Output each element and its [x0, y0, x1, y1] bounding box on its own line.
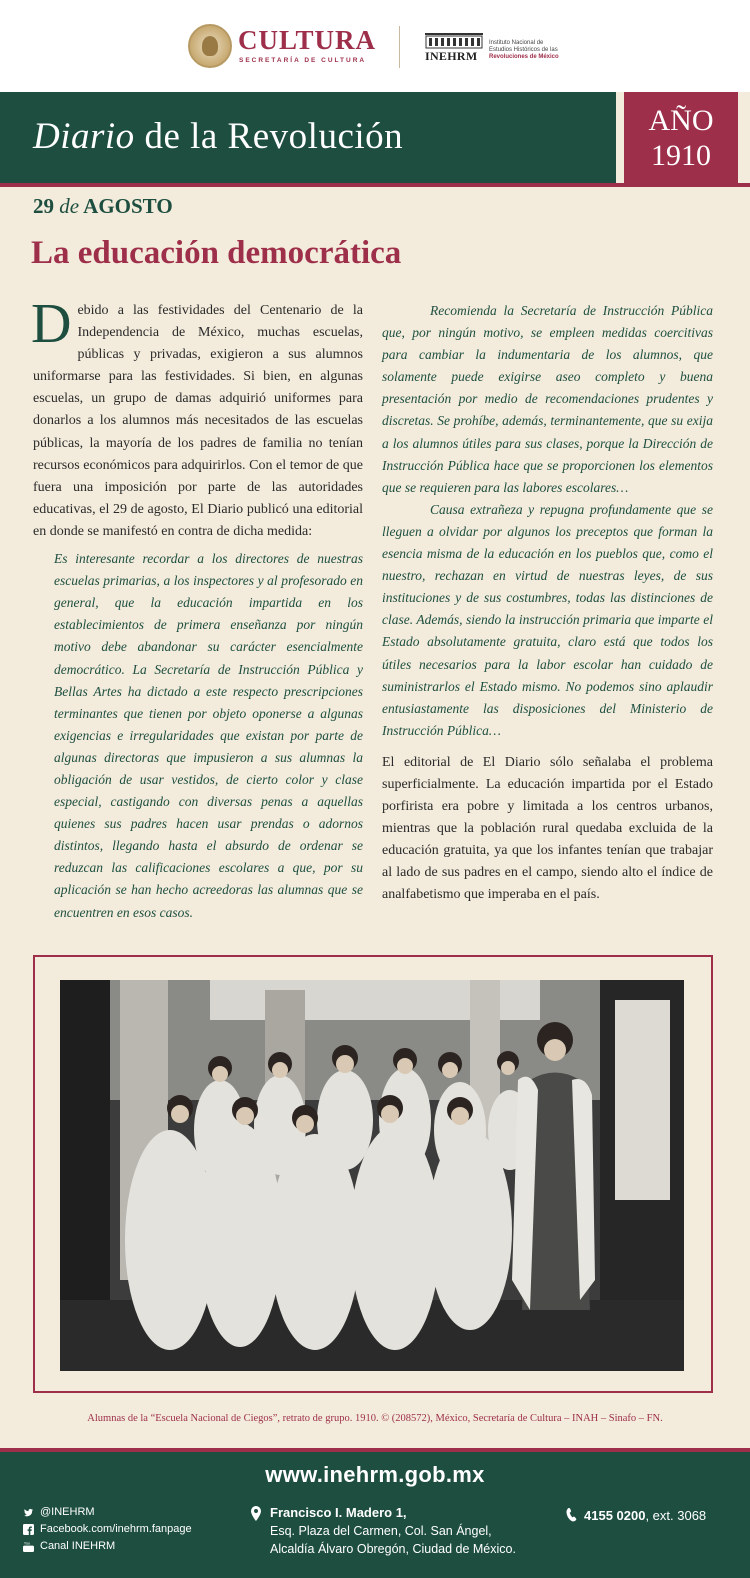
twitter-icon [23, 1507, 34, 1518]
location-pin-icon [250, 1506, 262, 1521]
article-left-column [31, 293, 363, 924]
inehrm-building-icon [425, 33, 483, 49]
twitter-link[interactable] [23, 1504, 192, 1521]
intro-paragraph [31, 293, 363, 543]
youtube-channel: Canal INEHRM [40, 1540, 116, 1552]
address-line-3: Alcaldía Álvaro Obregón, Ciudad de México. [270, 1542, 516, 1556]
date-month: AGOSTO [83, 194, 173, 218]
photo-caption: Alumnas de la “Escuela Nacional de Ciegos”, retrato de grupo. 1910. © (208572), México, Secretaría de Cultura – INAH – Sinafo – FN. [87, 1413, 663, 1424]
date-de: de [59, 194, 80, 218]
quote-paragraph-2: Recomienda la Secretaría de Instrucción Pública que, por ningún motivo, se empleen medidas coercitivas para cambiar la indumentaria de los alumnos, que solamente puede exigirse aseo completo y buena presentación por medio de recomendaciones prudentes y discretas. Se prohíbe, además, terminantemente, que su exija a los alumnos útiles para sus clases, porque la Dirección de Instrucción Pública hace que se proporcionen los elementos que se requieren para las labores escolares… [382, 303, 713, 495]
top-header [0, 0, 750, 92]
facebook-link[interactable] [23, 1521, 192, 1538]
phone-number: 4155 0200 [584, 1508, 646, 1523]
intro-text: ebido a las festividades del Centenario de la Independencia de México, muchas escuelas, públicas y privadas, exigieron a sus alumnos uniformarse para las festividades. Si bien, en algunas escuelas, un grupo de damas adquirió uniformes para donarlos a los alumnos más necesitados de las escuelas públicas, la mayoría de los padres de familia no tenían recursos económicos para adquirirlos. Con el temor de que fuera una imposición por parte de las autoridades educativas, el 29 de agosto, El Diario publicó una editorial en donde se manifestó en contra de dicha medida: [33, 303, 363, 539]
year-label: AÑO [648, 104, 714, 137]
date-day: 29 [33, 194, 54, 218]
article-date [33, 194, 173, 219]
article-right-column [382, 300, 713, 907]
article-headline: La educación democrática [31, 235, 402, 271]
address-block [250, 1504, 516, 1558]
youtube-icon [23, 1541, 34, 1552]
year-box [621, 92, 741, 184]
phone-icon [566, 1508, 578, 1522]
youtube-link[interactable] [23, 1538, 192, 1555]
band-underline [0, 183, 750, 187]
facebook-icon [23, 1524, 34, 1535]
inehrm-logo-text: INEHRM [425, 49, 478, 63]
diario-title-rest: de la Revolución [134, 116, 404, 157]
footer [0, 1452, 750, 1578]
facebook-url: Facebook.com/inehrm.fanpage [40, 1523, 192, 1535]
inehrm-full-name [489, 40, 571, 61]
phone-block [566, 1508, 706, 1523]
diario-title-italic: Diario [33, 116, 135, 157]
header-divider [399, 26, 400, 68]
social-links [23, 1504, 192, 1555]
website-link[interactable]: www.inehrm.gob.mx [265, 1462, 485, 1487]
closing-paragraph: El editorial de El Diario sólo señalaba el problema superficialmente. La educación impartida por el Estado porfirista era pobre y limitada a los centros urbanos, mientras que la población rural quedaba excluida de la educación gratuita, ya que los infantes tenían que trabajar al lado de sus padres en el campo, siendo alto el índice de analfabetismo que imperaba en el país. [382, 754, 713, 903]
twitter-handle: @INEHRM [40, 1506, 95, 1518]
phone-extension: , ext. 3068 [645, 1508, 707, 1523]
address-street: Francisco I. Madero 1, [270, 1505, 407, 1520]
secretaria-label: SECRETARÍA DE CULTURA [239, 57, 367, 64]
address-line-2: Esq. Plaza del Carmen, Col. San Ángel, [270, 1524, 492, 1538]
inehrm-line-1: Instituto Nacional de [489, 40, 544, 46]
inehrm-line-3: Revoluciones de México [489, 54, 559, 60]
quote-paragraph-3: Causa extrañeza y repugna profundamente que se lleguen a olvidar por algunos los preceptos que forman la esencia misma de la educación en los pueblos que, como el nuestro, rechazan en virtud de nuestras leyes, de sus instituciones y de sus costumbres, todas las distinciones de clase. Además, siendo la instrucción primaria que imparte el Estado absolutamente gratuita, claro está que todos los útiles necesarios para la labor escolar han cuidado de suministrarlos el Estado mismo. No podemos sino aplaudir entusiastamente las disposiciones del Ministerio de Instrucción Pública… [382, 501, 713, 738]
cultura-logo-text: CULTURA [238, 25, 377, 55]
photo-illustration [60, 980, 684, 1371]
diario-title [33, 115, 403, 158]
quote-paragraph-1: Es interesante recordar a los directores de nuestras escuelas primarias, a los inspectores y al profesorado en general, que la educación impartida en los establecimientos de primera enseñanza por ningún motivo debe abandonar su carácter esencialmente democrático. La Secretaría de Instrucción Pública y Bellas Artes ha dictado a este respecto prescripciones terminantes que tienen por objeto oponerse a algunas exigencias e irregularidades que existan por parte de algunas directoras que impusieron a sus alumnas la obligación de usar vestidos, de cierto color y clase especial, castigando con diversas penas a aquellas quienes sus padres hacen usar prendas o adornos distintos, llegando hasta el absurdo de ordenar se reduzcan las calificaciones escolares a que, por su aplicación se han hecho acreedoras las alumnas que se encuentren en esos casos. [54, 551, 363, 920]
inehrm-line-2: Estudios Históricos de las [489, 47, 558, 53]
mexico-seal-icon [188, 24, 232, 68]
drop-cap: D [31, 293, 72, 355]
year-value: 1910 [651, 139, 711, 172]
historic-group-photo [60, 980, 684, 1371]
svg-text:You: You [23, 1541, 31, 1546]
